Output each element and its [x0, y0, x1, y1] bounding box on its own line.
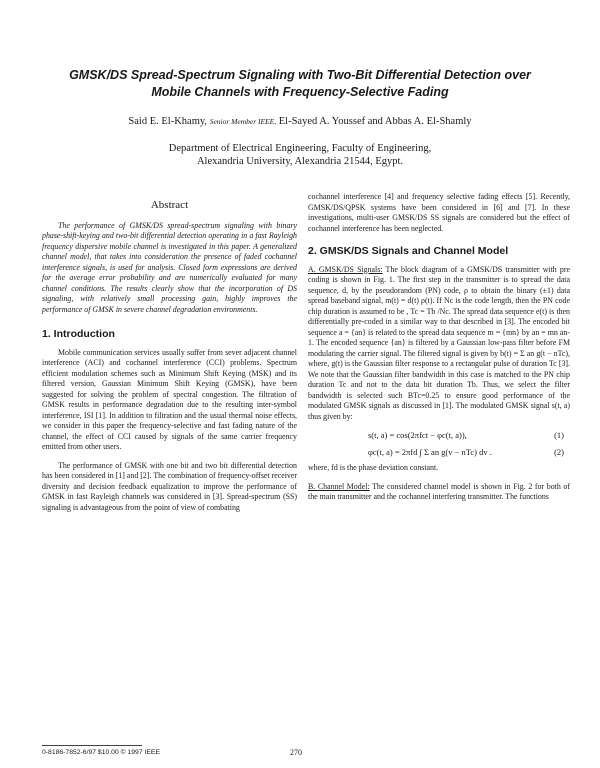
equation-2-body: φc(t, a) = 2πfd ∫ Σ an g(v − nTc) dv . — [368, 446, 492, 457]
left-column — [42, 200, 297, 521]
affiliation-line-1: Department of Electrical Engineering, Faculty of Engineering, — [168, 143, 432, 154]
equation-2 — [308, 447, 570, 458]
paper-title — [40, 67, 560, 101]
author-1-membership: Senior Member IEEE, — [209, 117, 277, 126]
section-a-body: The block diagram of a GMSK/DS transmitter with pre coding is shown in Fig. 1. The first step in the transmitter is to spread the data sequence, d, by the pseudorandom (PN) code, ρ to obtain the binary (±1) data spread baseband signal, m(t) = d(t) ρ(t). If Nc is the code length, then the PN code chip duration is assumed to be , Tc = Tb /Nc. The spread data sequence e(t) is then differentially pre-coded in a similar way to that described in [3]. The encoded bit sequence a = {an} is related to the spread data sequence m = {mn} by an = mn an-1. The encoded sequence {an} is filtered by a Gaussian low-pass filter before FM modulating the carrier signal. The filtered signal is given by b(t) = Σ an g(t − nTc), where, g(t) is the Gaussian filter response to a rectangular pulse of duration Tc [3]. We note that the Gaussian filter bandwidth in this case is matched to the PN chip duration Tc and not to the data bit duration Tb. Thus, we select the filter bandwidth is selected such BTc=0.25 to ensure good performance of the modulated GMSK signals as discussed in [1]. The modulated GMSK signal s(t, a) thus given by: — [308, 264, 570, 421]
affiliation — [40, 142, 560, 168]
section-a-paragraph — [308, 265, 570, 423]
intro-heading: 1. Introduction — [42, 328, 115, 340]
equation-1-number: (1) — [554, 430, 564, 440]
intro-paragraph-1: Mobile communication services usually suffer from sever adjacent channel interference (ACI) and cochannel interference (CCI) problems. Spectrum efficient modulation schemes such as Minimum Shift Keying (MSK) and its filtered version, Gaussian Minimum Shift Keying (GMSK), have been suggested for solving the problem of spectral congestion. The filtration of GMSK results in performance degradation due to the resulting inter-symbol interference, ISI [1]. In addition to filtration and the usual thermal noise effects, we consider in this paper the frequency-selective and fast fading nature of the channel, the effect of CCI caused by signals of the same carrier frequency emitted from other users. — [42, 347, 297, 451]
section-b-label: B. Channel Model: — [308, 481, 370, 491]
author-1: Said E. El-Khamy, — [128, 116, 208, 127]
title-line-2: Mobile Channels with Frequency-Selective Fading — [151, 85, 449, 99]
author-line — [40, 116, 560, 127]
equation-2-number: (2) — [554, 446, 564, 457]
section-b-body: The considered channel model is shown in Fig. 2 for both of the main transmitter and the cochannel interfering transmitter. The functions — [308, 481, 570, 501]
abstract-body: The performance of GMSK/DS spread-spectrum signaling with binary phase-shift-keying and two-bit differential detection operating in a fast Rayleigh frequency dispersive mobile channel is investigated in this paper. A generalized channel model, that takes into consideration the presence of faded cochannel interference signals, is used for analysis. Closed form expressions are derived for the average error probability and are numerically evaluated for many channel conditions. The results clearly show that the incorporation of DS signaling, with relatively small processing gain, highly improves the performance of GMSK in severe channel degradation environments. — [42, 220, 297, 314]
section-2-heading: 2. GMSK/DS Signals and Channel Model — [308, 245, 509, 257]
page-number: 270 — [290, 748, 302, 757]
author-others: El-Sayed A. Youssef and Abbas A. El-Shamly — [278, 116, 472, 127]
equation-1-body: s(t, a) = cos(2πfct − φc(t, a)), — [368, 430, 467, 440]
copyright-footer: 0-8186-7852-6/97 $10.00 © 1997 IEEE — [42, 749, 160, 756]
where-line: where, fd is the phase deviation constant. — [308, 463, 439, 472]
section-a-label: A. GMSK/DS Signals: — [308, 264, 383, 274]
title-line-1: GMSK/DS Spread-Spectrum Signaling with Two-Bit Differential Detection over — [69, 68, 531, 82]
intro-paragraph-2: The performance of GMSK with one bit and two bit differential detection has been considered in [1] and [2]. The combination of frequency-offset receiver diversity and decision feedback equalization to improve the performance of GMSK in fast Rayleigh channels was considered in [3]. Spread-spectrum (SS) signaling is advantageous from the point of view of combating — [42, 460, 297, 512]
footer-rule — [42, 745, 142, 746]
right-paragraph-1: cochannel interference [4] and frequency selective fading effects [5]. Recently, GMSK/DS/QPSK systems have been considered in [6] and [7]. In these investigations, multi-user GMSK/DS SS signals are considered but the effect of cochannel interference has been neglected. — [308, 192, 570, 233]
right-column — [308, 192, 570, 511]
affiliation-line-2: Alexandria University, Alexandria 21544, Egypt. — [196, 156, 404, 167]
abstract-heading: Abstract — [150, 199, 189, 211]
section-b-paragraph — [308, 482, 570, 503]
equation-1 — [308, 430, 570, 441]
